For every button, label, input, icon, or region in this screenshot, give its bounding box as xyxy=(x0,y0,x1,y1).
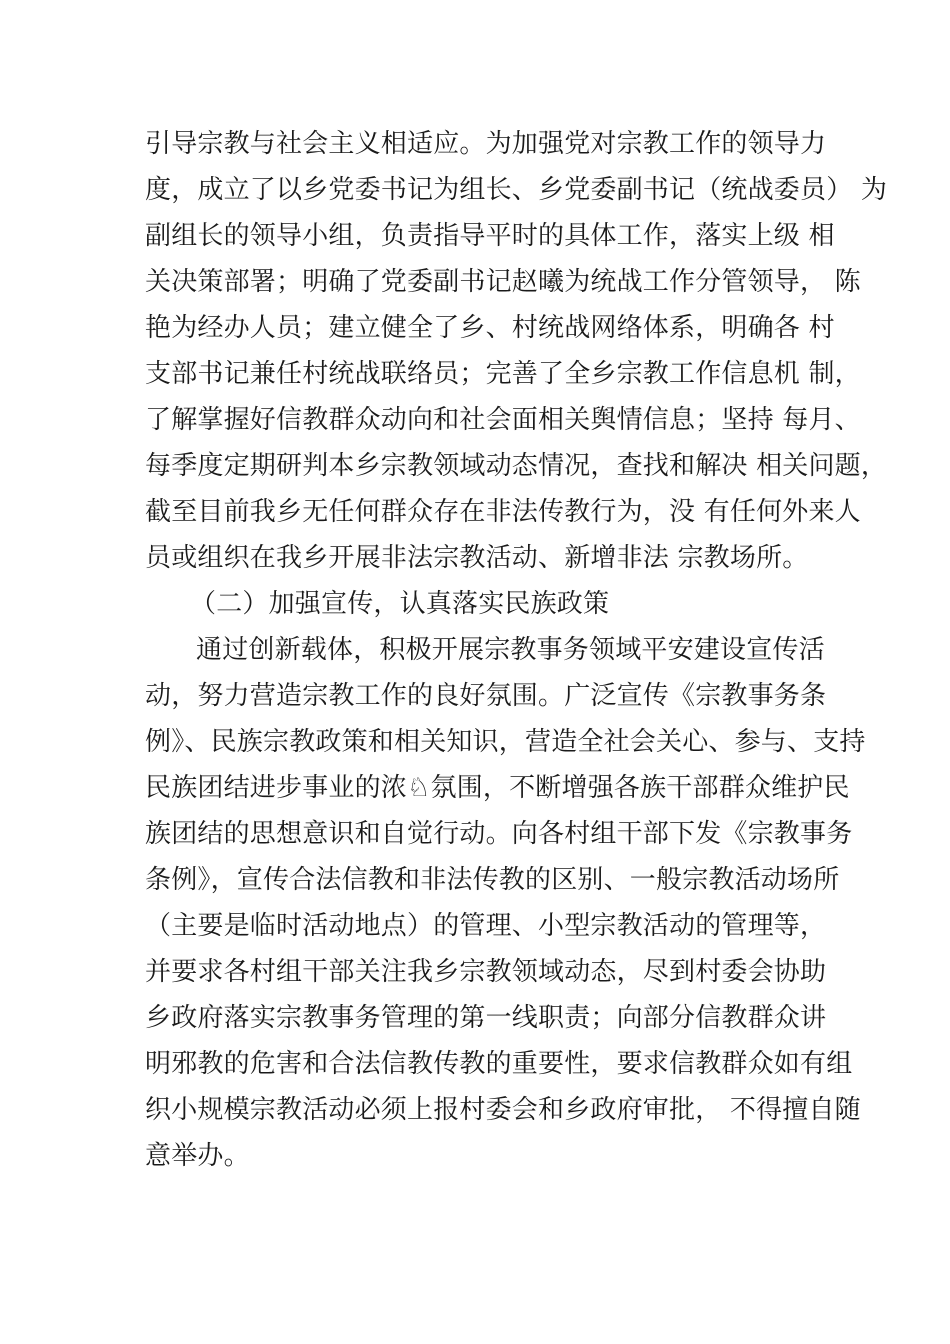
paragraph-line: 族团结的思想意识和自觉行动。向各村组干部下发《宗教事务 xyxy=(145,819,853,849)
paragraph-line: 每季度定期研判本乡宗教领域动态情况，查找和解决 相关问题， xyxy=(145,451,888,481)
paragraph-line: 乡政府落实宗教事务管理的第一线职责；向部分信教群众讲 xyxy=(145,1003,827,1033)
paragraph-line: 并要求各村组干部关注我乡宗教领域动态，尽到村委会协助 xyxy=(145,957,827,987)
paragraph-line: 艳为经办人员；建立健全了乡、村统战网络体系，明确各 村 xyxy=(145,313,835,343)
paragraph-line: 了解掌握好信教群众动向和社会面相关舆情信息；坚持 每月、 xyxy=(145,405,861,435)
paragraph-line: 通过创新载体，积极开展宗教事务领域平安建设宣传活 xyxy=(196,635,825,665)
paragraph-line: （主要是临时活动地点）的管理、小型宗教活动的管理等， xyxy=(145,911,827,941)
section-heading: （二）加强宣传，认真落实民族政策 xyxy=(190,589,610,619)
paragraph-line: 民族团结进步事业的浓♘氛围，不断增强各族干部群众维护民 xyxy=(145,773,850,803)
paragraph-line: 关决策部署；明确了党委副书记赵曦为统战工作分管领导， 陈 xyxy=(145,267,861,297)
paragraph-line: 动，努力营造宗教工作的良好氛围。广泛宣传《宗教事务条 xyxy=(145,681,827,711)
paragraph-line: 引导宗教与社会主义相适应。为加强党对宗教工作的领导力 xyxy=(145,129,827,159)
paragraph-line: 织小规模宗教活动必须上报村委会和乡政府审批， 不得擅自随 xyxy=(145,1095,861,1125)
paragraph-line: 意举办。 xyxy=(145,1141,250,1171)
paragraph-line: 度，成立了以乡党委书记为组长、乡党委副书记（统战委员） 为 xyxy=(145,175,888,205)
paragraph-line: 明邪教的危害和合法信教传教的重要性，要求信教群众如有组 xyxy=(145,1049,853,1079)
paragraph-line: 支部书记兼任村统战联络员；完善了全乡宗教工作信息机 制， xyxy=(145,359,861,389)
paragraph-line: 例》、民族宗教政策和相关知识，营造全社会关心、参与、支持 xyxy=(145,727,866,757)
paragraph-line: 截至目前我乡无任何群众存在非法传教行为，没 有任何外来人 xyxy=(145,497,861,527)
paragraph-line: 条例》，宣传合法信教和非法传教的区别、一般宗教活动场所 xyxy=(145,865,840,895)
paragraph-line: 副组长的领导小组，负责指导平时的具体工作，落实上级 相 xyxy=(145,221,835,251)
paragraph-line: 员或组织在我乡开展非法宗教活动、新增非法 宗教场所。 xyxy=(145,543,809,573)
